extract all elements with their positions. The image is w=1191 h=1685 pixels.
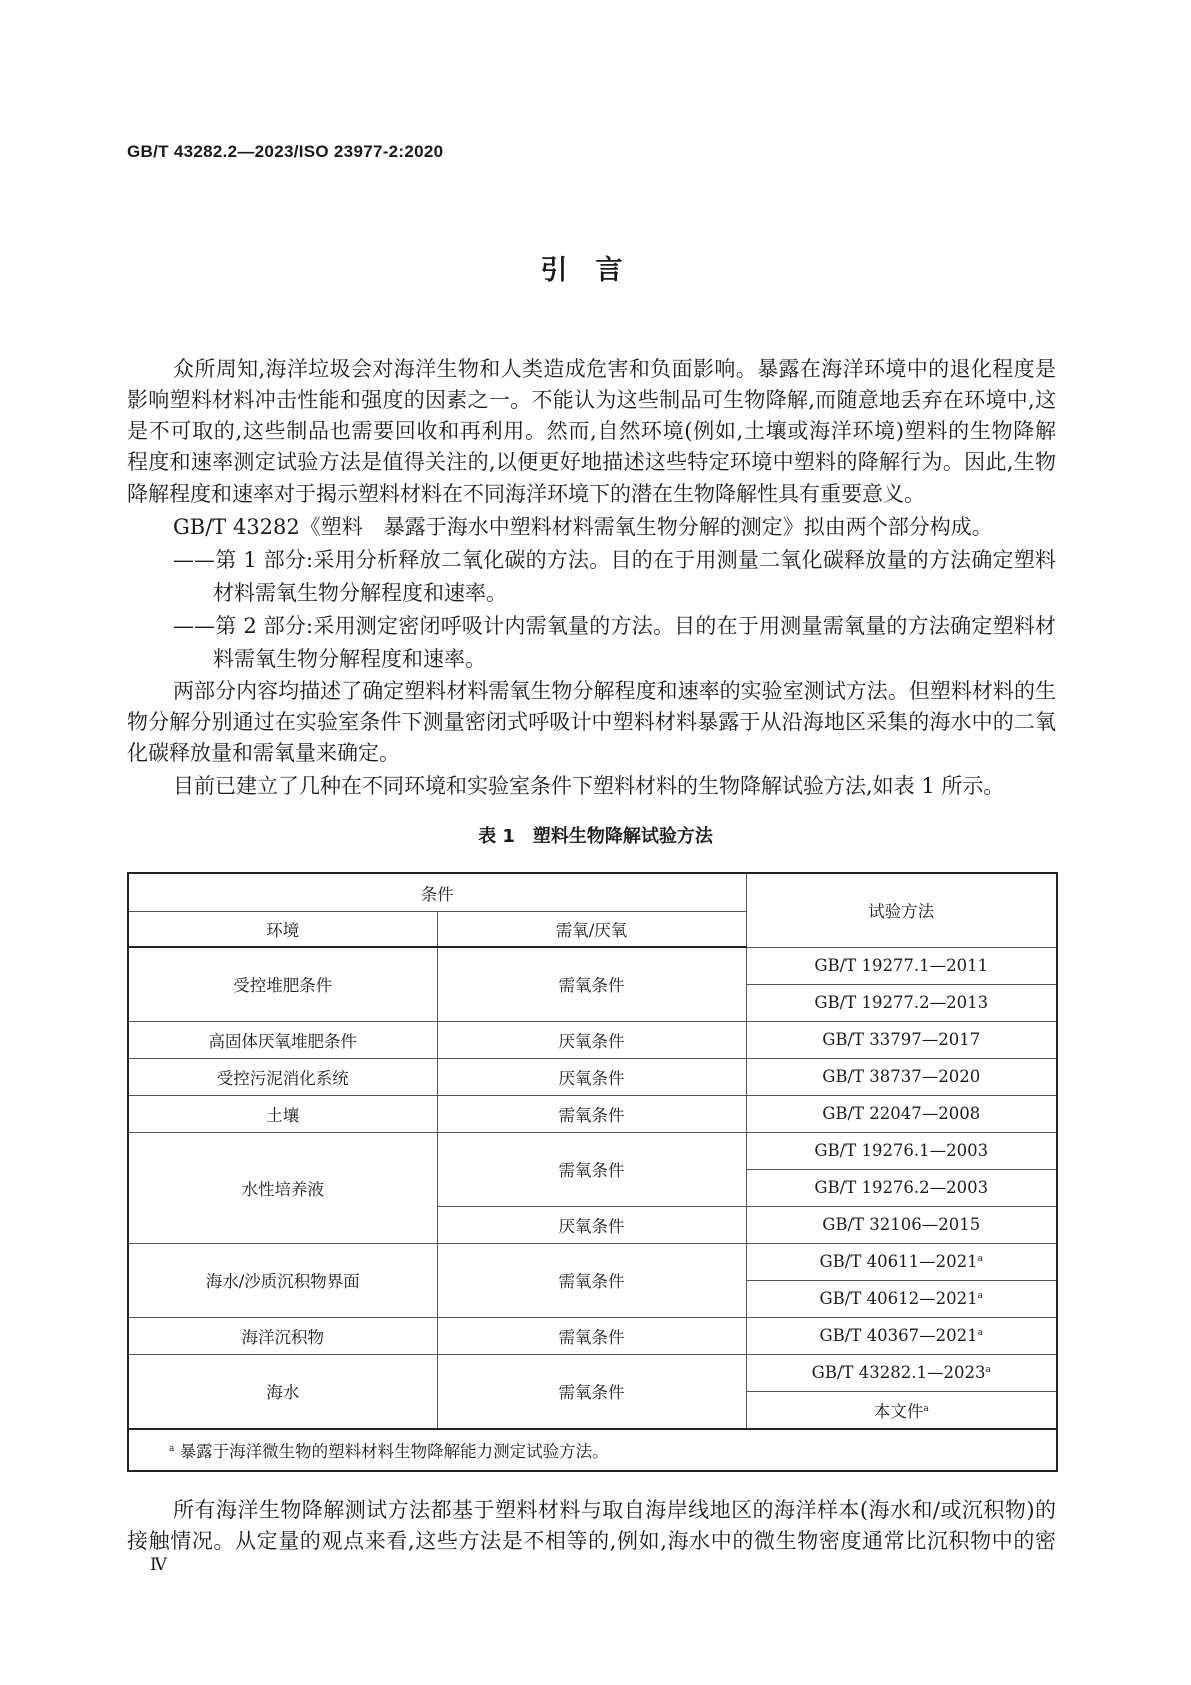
paragraph-line: 接触情况。从定量的观点来看,这些方法是不相等的,例如,海水中的微生物密度通常比沉积物中的密 xyxy=(127,1529,1056,1553)
table-row xyxy=(128,1058,1057,1095)
cell-method: GB/T 19276.1—2003 xyxy=(746,1132,1057,1169)
cell-environment: 土壤 xyxy=(128,1095,437,1132)
paragraph-line: 程度和速率测定试验方法是值得关注的,以便更好地描述这些特定环境中塑料的降解行为。因此,生物 xyxy=(127,450,1056,474)
table-row xyxy=(128,1021,1057,1058)
method-text: 本文件 xyxy=(873,1401,924,1421)
list-item-part2-cont: 料需氧生物分解程度和速率。 xyxy=(213,647,486,671)
table-caption: 表 1 塑料生物降解试验方法 xyxy=(478,826,713,847)
paragraph-line: 化碳释放量和需氧量来确定。 xyxy=(127,741,400,765)
cell-oxygen: 需氧条件 xyxy=(437,1317,746,1354)
paragraph-line: 两部分内容均描述了确定塑料材料需氧生物分解程度和速率的实验室测试方法。但塑料材料的生 xyxy=(173,679,1056,703)
cell-method: GB/T 19277.2—2013 xyxy=(746,984,1057,1021)
cell-environment: 海水/沙质沉积物界面 xyxy=(128,1243,437,1317)
cell-environment: 高固体厌氧堆肥条件 xyxy=(128,1021,437,1058)
footnote-text: 暴露于海洋微生物的塑料材料生物降解能力测定试验方法。 xyxy=(179,1441,609,1461)
cell-oxygen: 需氧条件 xyxy=(437,947,746,1021)
method-text: GB/T 40611—2021 xyxy=(819,1252,978,1271)
method-text: GB/T 40367—2021 xyxy=(819,1326,978,1345)
header-oxygen: 需氧/厌氧 xyxy=(437,912,746,948)
paragraph-line: 影响塑料材料冲击性能和强度的因素之一。不能认为这些制品可生物降解,而随意地丢弃在环境中,这 xyxy=(127,388,1056,412)
cell-method xyxy=(746,1280,1057,1317)
footnote-mark: a xyxy=(923,1403,929,1414)
table-row xyxy=(128,1317,1057,1354)
paragraph-line: 所有海洋生物降解测试方法都基于塑料材料与取自海岸线地区的海洋样本(海水和/或沉积物)的 xyxy=(173,1498,1056,1522)
header-method: 试验方法 xyxy=(746,873,1057,947)
paragraph-line: 目前已建立了几种在不同环境和实验室条件下塑料材料的生物降解试验方法,如表 1 所示。 xyxy=(173,774,1005,798)
list-item-part2: ——第 2 部分:采用测定密闭呼吸计内需氧量的方法。目的在于用测量需氧量的方法确定塑料材 xyxy=(173,614,1056,638)
cell-oxygen: 需氧条件 xyxy=(437,1243,746,1317)
paragraph-line: GB/T 43282《塑料 暴露于海水中塑料材料需氧生物分解的测定》拟由两个部分构成。 xyxy=(173,515,993,539)
cell-method xyxy=(746,1317,1057,1354)
cell-oxygen: 需氧条件 xyxy=(437,1095,746,1132)
table-row xyxy=(128,1132,1057,1169)
cell-method xyxy=(746,1243,1057,1280)
cell-method: GB/T 22047—2008 xyxy=(746,1095,1057,1132)
cell-environment: 海洋沉积物 xyxy=(128,1317,437,1354)
cell-method: GB/T 33797—2017 xyxy=(746,1021,1057,1058)
cell-method xyxy=(746,1354,1057,1391)
header-environment: 环境 xyxy=(128,912,437,948)
table-row xyxy=(128,947,1057,984)
paragraph-line: 物分解分别通过在实验室条件下测量密闭式呼吸计中塑料材料暴露于从沿海地区采集的海水中的二氧 xyxy=(127,710,1056,734)
cell-oxygen: 厌氧条件 xyxy=(437,1058,746,1095)
paragraph-line: 是不可取的,这些制品也需要回收和再利用。然而,自然环境(例如,土壤或海洋环境)塑料的生物降解 xyxy=(127,419,1056,443)
list-item-part1: ——第 1 部分:采用分析释放二氧化碳的方法。目的在于用测量二氧化碳释放量的方法确定塑料 xyxy=(173,548,1056,572)
cell-environment: 受控堆肥条件 xyxy=(128,947,437,1021)
section-title: 引言 xyxy=(540,255,651,286)
standard-number-header: GB/T 43282.2—2023/ISO 23977-2:2020 xyxy=(127,142,444,161)
cell-oxygen: 需氧条件 xyxy=(437,1354,746,1429)
list-item-part1-cont: 材料需氧生物分解程度和速率。 xyxy=(213,581,507,605)
table-row xyxy=(128,1095,1057,1132)
footnote-mark: a xyxy=(977,1291,983,1301)
table-row xyxy=(128,1354,1057,1391)
footnote-mark: a xyxy=(169,1443,175,1454)
cell-method: GB/T 38737—2020 xyxy=(746,1058,1057,1095)
table-row xyxy=(128,1243,1057,1280)
cell-oxygen: 需氧条件 xyxy=(437,1132,746,1206)
cell-environment: 水性培养液 xyxy=(128,1132,437,1243)
biodegradation-methods-table xyxy=(127,872,1058,1472)
method-text: GB/T 40612—2021 xyxy=(819,1289,978,1308)
paragraph-line: 众所周知,海洋垃圾会对海洋生物和人类造成危害和负面影响。暴露在海洋环境中的退化程度是 xyxy=(173,357,1056,381)
cell-oxygen: 厌氧条件 xyxy=(437,1206,746,1243)
cell-method: GB/T 32106—2015 xyxy=(746,1206,1057,1243)
table-footnote xyxy=(128,1429,1057,1471)
cell-method xyxy=(746,1391,1057,1429)
footnote-mark: a xyxy=(977,1254,983,1264)
paragraph-line: 降解程度和速率对于揭示塑料材料在不同海洋环境下的潜在生物降解性具有重要意义。 xyxy=(127,482,925,506)
footnote-mark: a xyxy=(977,1328,983,1338)
cell-environment: 受控污泥消化系统 xyxy=(128,1058,437,1095)
cell-oxygen: 厌氧条件 xyxy=(437,1021,746,1058)
cell-method: GB/T 19277.1—2011 xyxy=(746,947,1057,984)
footnote-mark: a xyxy=(985,1365,991,1375)
page-number: Ⅳ xyxy=(150,1555,167,1575)
header-conditions: 条件 xyxy=(128,873,746,912)
cell-method: GB/T 19276.2—2003 xyxy=(746,1169,1057,1206)
method-text: GB/T 43282.1—2023 xyxy=(811,1363,986,1382)
cell-environment: 海水 xyxy=(128,1354,437,1429)
